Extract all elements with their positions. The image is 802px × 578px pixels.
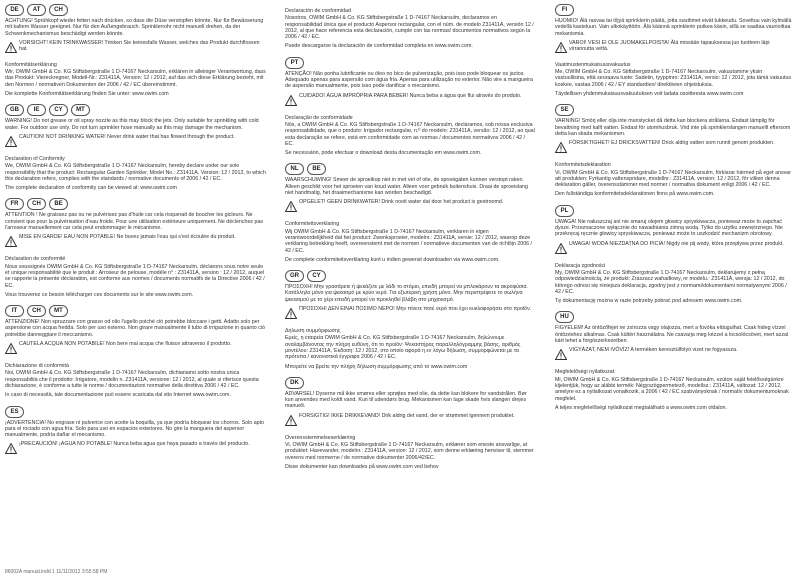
- warning-triangle-icon: [5, 134, 17, 152]
- language-section: [555, 311, 793, 411]
- caution-block: [5, 134, 269, 152]
- warning-text: ATTENTION ! Ne graissez pas ou ne pulvérisez pas d'huile car cela risquerait de boucher les gicleurs. Ne convient que pour la pulvérisation d'eau froide. Pour une utilisation extérieure uniquement. Ne déclenchez pas l'arroseur manuellement car cela peut endommager le mécanisme.: [5, 212, 264, 232]
- declaration-text: Vi, OWIM GmbH & Co. KG Stiftsbergstraße 1 D-74167 Neckarsulm, förklarar härmed på eget ansvar att produkten: Fyrkantig vattenspridare, modellnr.: Z31411A, version: 12 / 2012, för vilken denna deklaration gäller, överensstämmer med normer / normativa dokument enligt 2006 / 42 / EC.: [555, 169, 791, 189]
- declaration-footer: Vous trouverez ce besoin télécharger ces documents sur le site www.owim.com.: [5, 291, 194, 298]
- declaration-title: Δήλωση συμμόρφωσης: [285, 328, 341, 335]
- warning-triangle-icon: [285, 199, 297, 217]
- declaration-title: Konformitätserklärung: [5, 61, 57, 68]
- declaration-title: Konformitetsdeklaration: [555, 162, 611, 169]
- declaration-footer: De complete conformiteitsverklaring kunt u indien gewenst downloaden via www.owim.com.: [285, 256, 500, 263]
- declaration-text: Mi, OWIM GmbH & Co. KG Stiftsbergstraße 1 D-74167 Neckarsulm, ezúton saját felelősségünkre kijelentjük, hogy az alábbi termék: Négyszögpermetező, modellsz.: Z31411A, változat: 12 / 2012, amelyre ez a nyilatkozat vonatkozik, a 2006 / 42 / EC szabványoknak / normatív dokumentumoknak megfelel.: [555, 376, 789, 402]
- declaration-title: Dichiarazione di conformità: [5, 363, 69, 370]
- country-code-badge: MT: [71, 104, 90, 116]
- country-flags: [555, 205, 793, 217]
- warning-text: FIGYELEM! Az öntözőfejet ne zsírozza vagy olajozza, mert a fúvóka eldugulhat. Csak hideg vízzel öntözéshez alkalmas. Csak kültéri használatra. Ne csavarja meg kézzel a locsolócsövet, mert azzal kárt tehet a forgószerkezetben.: [555, 325, 789, 345]
- warning-triangle-icon: [555, 347, 567, 365]
- caution-block: [5, 40, 269, 58]
- declaration-title: Vaatimustenmukaisuusvakuutus: [555, 61, 631, 68]
- country-code-badge: DE: [5, 4, 24, 16]
- country-code-badge: GB: [5, 104, 24, 116]
- caution-block: [285, 413, 535, 431]
- country-code-badge: CH: [49, 4, 68, 16]
- warning-triangle-icon: [555, 140, 567, 158]
- language-section: [285, 377, 535, 470]
- warning-text: ¡ADVERTENCIA! No engrase ni pulverice con aceite la boquilla, ya que podría bloquear los chorros. Solo apto para el rociado con agua fría. Solo para uso en espacios exteriores. No gire la manguera del aspersor manualmente, podría dañar el mecanismo.: [5, 419, 265, 439]
- declaration-footer: A teljes megfelelőségi nyilatkozat megtalálható a www.owim.com oldalon.: [555, 404, 727, 411]
- country-flags: [5, 198, 269, 210]
- warning-text: VARNING! Smörj eller olja inte munstycket då detta kan blockera strålarna. Endast lämplig för bevattning med kallt vatten. Endast för utomhusbruk. Vrid inte på sprinklerslangen manuellt eftersom detta kan skada mekanismen.: [555, 118, 791, 137]
- caution-text: UWAGA! WODA NIEZDATNA DO PICIA! Nigdy nie pij wody, która przepływa przez produkt.: [569, 240, 784, 247]
- declaration-footer: In caso di necessità, tale documentazione può essere scaricata dal sito Internet www.owim.com.: [5, 392, 231, 399]
- warning-triangle-icon: [5, 341, 17, 359]
- declaration-footer: Puede descargarse la declaración de conformidad completa en www.owim.com.: [285, 43, 473, 50]
- country-code-badge: BE: [307, 163, 326, 175]
- country-code-badge: AT: [27, 4, 46, 16]
- caution-block: [285, 93, 535, 111]
- caution-text: VIGYÁZAT, NEM IVÓVÍZ! A terméken keresztülfolyó vizet ne fogyassza.: [569, 347, 738, 354]
- country-code-badge: DK: [285, 377, 304, 389]
- warning-triangle-icon: [285, 93, 297, 111]
- declaration-text: My, OWIM GmbH & Co. KG Stiftsbergstraße 1 D-74167 Neckarsulm, deklarujemy z pełną odpowiedzialnością, że produkt: Zraszacz wahadłowy, nr modelu.: Z31411A, wersja: 12 / 2012, do którego odnosi się niniejsza deklaracja, zgodny jest z normami/dokumentami normatywnymi 2006 / 42 / EC.: [555, 269, 787, 295]
- declaration-text: Vi, OWIM GmbH & Co. KG Stiftsbergstraße 1 D-74167 Neckarsulm, erklærer som eneste ansvarlige, at produktet: Havevander, modelnr.: Z31411A, version: 12 / 2012, som denne erklæring henviser til, stemmer overens med normerne / de normative dokumenter 2006/42/EC.: [285, 441, 534, 461]
- language-section: [555, 205, 793, 305]
- caution-text: ¡PRECAUCIÓN! ¡AGUA NO POTABLE! Nunca beba agua que haya pasado a través del producto.: [19, 441, 250, 448]
- caution-block: [285, 306, 535, 324]
- declaration-text: Nós, a OWIM GmbH & Co. KG Stiftsbergstraße 1 D-74167 Neckarsulm, declaramos, sob nossa exclusiva responsabilidade, que o produto: Irrigador rectangular, n.º do modelo: Z31411A, versão: 12 / 2012, ao qual esta declaração se refere, está em conformidade com as normas / documentos normativos 2006 / 42 / EC.: [285, 121, 535, 147]
- country-flags: [285, 57, 535, 69]
- language-section: [5, 305, 269, 398]
- language-section: [555, 104, 793, 197]
- caution-block: [5, 441, 269, 459]
- caution-block: [555, 347, 793, 365]
- country-flags: [5, 305, 269, 317]
- country-code-badge: GR: [285, 270, 304, 282]
- declaration-text: Wij OWIM GmbH & Co. KG Stiftsbergstraße 1 D-74167 Neckarsulm, verklaren in eigen verantwoordelijkheid dat het product: Zwenksproeier, modelnr.: Z31411A, versie: 12 / 2012, waarop deze verklaring betrekking heeft, overeenstemt met de normen / normatieve documenten van de richtlijn 2006 / 42 / EC.: [285, 228, 533, 254]
- caution-text: OPGELET! GEEN DRINKWATER! Drink nooit water dat door het product is gestroomd.: [299, 199, 504, 206]
- declaration-title: Declaración de conformidad: [285, 8, 351, 14]
- country-flags: [555, 104, 793, 116]
- declaration-footer: Den fullständiga konformitetsdeklarationen finns på www.owim.com.: [555, 191, 715, 198]
- caution-block: [5, 234, 269, 252]
- country-flags: [5, 104, 269, 116]
- caution-block: [555, 140, 793, 158]
- column-1: [5, 4, 269, 466]
- declaration-footer: The complete declaration of conformity can be viewed at: www.owim.com: [5, 185, 177, 192]
- caution-text: FORSIGTIG! IKKE DRIKKEVAND! Drik aldrig det vand, der er strømmet igennem produktet.: [299, 412, 515, 419]
- language-section: [285, 8, 535, 50]
- declaration-footer: Se necessário, pode efectuar o download desta documentação em www.owim.com.: [285, 150, 482, 157]
- declaration-text: Me, OWIM GmbH & Co. KG Stiftsbergstraße 1 D-74167 Neckarsulm, vakuutamme yksin vastuullisina, että seuraava tuote: Sadetin, tyyppinro: Z31411A, versio: 12 / 2012, jota tämä vakuutus koskee, vastaa 2006 / 42 / EY standardien/ direktiivien ohjeistuksia.: [555, 69, 792, 88]
- country-code-badge: FR: [5, 198, 24, 210]
- warning-triangle-icon: [555, 241, 567, 259]
- country-code-badge: SE: [555, 104, 574, 116]
- country-code-badge: PL: [555, 205, 574, 217]
- warning-text: HUOMIO! Älä rasvaa tai öljyä sprinklerin päätä, jotta suuttimet eivät tukkeudu. Soveltuu vain kylmällä vedellä kasteluun. Vain ulkokäyttöön. Älä käännä sprinklerin putkea käsin, sillä se saattaa vaurioittaa mekanismia.: [555, 18, 792, 37]
- warning-triangle-icon: [5, 234, 17, 252]
- country-code-badge: BE: [49, 198, 68, 210]
- declaration-title: Overensstemmelseserklæring: [285, 434, 356, 441]
- country-code-badge: CH: [27, 198, 46, 210]
- caution-block: [555, 241, 793, 259]
- country-code-badge: FI: [555, 4, 574, 16]
- warning-text: ATENÇÃO! Não ponha lubrificante ou óleo no bico de pulverização, pois isso pode bloquear os jactos. Adequado apenas para aspersão com água fria. Apenas para utilização no exterior. Não vire a mangueira de aspersão manualmente, pois isso pode danificar o mecanismo.: [285, 70, 533, 90]
- declaration-title: Conformiteitsverklaring: [285, 221, 340, 228]
- country-flags: [285, 270, 535, 282]
- warning-text: UWAGA! Nie nałuszczaj ani nie smaruj olejem głowicy spryskiwacza, ponieważ może to zapchać dysze. Przeznaczone wyłącznie do nawadniania zimną wodą. Tylko do użytku zewnętrznego. Nie przekręcaj ręcznie głowicy spryskiwacza, ponieważ może to uszkodzić mechanizm obrotowy.: [555, 218, 783, 238]
- country-code-badge: ES: [5, 406, 24, 418]
- warning-triangle-icon: [5, 40, 17, 58]
- warning-triangle-icon: [555, 40, 567, 58]
- country-code-badge: NL: [285, 163, 304, 175]
- caution-block: [555, 40, 793, 58]
- country-code-badge: CY: [49, 104, 68, 116]
- declaration-title: Déclaration de conformité: [5, 256, 66, 263]
- language-section: [5, 104, 269, 191]
- country-flags: [5, 406, 269, 418]
- declaration-text: We, OWIM GmbH & Co. KG Stiftsbergstraße 1 D-74167 Neckarsulm, hereby declare under our sole responsibility that the product: Rectangular Garden Sprinkler, Model No.: Z31411A, Version: 12 / 2012, to which this declaration refers, complies with the standards / normative documents of 2006 / 42 / EC.: [5, 163, 266, 182]
- declaration-text: Nous soussignés OWIM GmbH & Co. KG Stiftsbergstraße 1 D-74167 Neckarsulm, déclarons sous notre seule et unique responsabilité que le produit : Arroseur de pelouse, modèle n° : Z31411A, version : 12 / 2012, auquel se rapporte la présente déclaration, est conforme aux normes / documents normatifs de la Directive 2006 / 42 / EC.: [5, 263, 265, 289]
- warning-text: ΠΡΟΣΟΧΗ! Μην γρασάρετε ή ψεκάζετε με λάδι το στόμιο, επειδή μπορεί να μπλοκάρουν τα ακροφύσια. Κατάλληλο μόνο για ψεκασμό με κρύο νερό. Για εξωτερική χρήση μόνο. Μην περιστρέφετε το σωλήνα ψεκασμού με το χέρι επειδή μπορεί να προκληθεί βλάβη στο μηχανισμό.: [285, 284, 528, 303]
- warning-text: WAARSCHUWING! Smeer de sproeikop niet in met vet of olie, de sproeigaten kunnen verstopt raken. Alleen geschikt voor het sproeien van koud water. Alleen voor gebruik buitenshuis. Draai de sproeislang niet handmatig, het draaimechanisme kan worden beschadigd.: [285, 177, 528, 197]
- language-section: [285, 163, 535, 263]
- language-section: [5, 198, 269, 298]
- declaration-title: Deklaracja zgodności: [555, 262, 606, 269]
- declaration-text: Wir, OWIM GmbH & Co. KG Stiftsbergstraße 1 D-74167 Neckarsulm, erklären in alleiniger Verantwortung, dass das Produkt: Viereckregner, Modell-Nr.: Z31411A, Version: 12 / 2012, auf das sich diese Erklärung bezieht, mit den Normen / normativen Dokumenten der 2006 / 42 / EC übereinstimmt.: [5, 69, 266, 88]
- declaration-title: Declaração de conformidade: [285, 114, 353, 121]
- declaration-footer: Μπορείτε να βρείτε την πλήρη δήλωση συμμόρφωσης από το www.owim.com: [285, 363, 468, 370]
- warning-text: ACHTUNG! Sprühkopf wieder fetten nach drücken, so dass die Düse verstopfen könnte. Nur für Bewässerung mit kaltem Wasser geeignet. Nur für den Außengebrauch. Sprinklerrohr nicht manuell drehen, da der Schwenkmechanismus beschädigt werden könnte.: [5, 18, 264, 37]
- declaration-text: Noi, OWIM GmbH & Co. KG Stiftsbergstraße 1 D-74167 Neckarsulm, dichiariamo sotto nostra unica responsabilità che il prodotto: Irrigatore, modello n. Z31411A, versione: 12 / 2012, al quale si riferisce questa dichiarazione, è conforme a tutte le norme / documentazioni normative della direttiva 2006 / 42 / EC.: [5, 370, 259, 389]
- country-code-badge: PT: [285, 57, 304, 69]
- declaration-title: Declaration of Conformity: [5, 155, 65, 162]
- country-flags: [555, 311, 793, 323]
- caution-text: CAUTELA ACQUA NON POTABILE! Non bere mai acqua che fluisce attraverso il prodotto.: [19, 341, 232, 348]
- country-code-badge: MT: [49, 305, 68, 317]
- warning-text: ADVARSEL! Dyserne må ikke smøres eller sprøjtes med olie, da dette kan blokere for vandstrålen. Bør kun anvendes med koldt vand. Kun til udendørs brug. Mekanismen kan tage skade hvis slangen drejes manuelt.: [285, 390, 527, 410]
- language-section: [285, 270, 535, 370]
- country-code-badge: CY: [307, 270, 326, 282]
- country-flags: [285, 163, 535, 175]
- warning-triangle-icon: [285, 413, 297, 431]
- language-section: [5, 4, 269, 97]
- caution-text: MISE EN GARDE! EAU NON POTABLE! Ne buvez jamais l'eau qui s'est écoulée du produit.: [19, 234, 236, 241]
- column-2: [285, 4, 535, 477]
- country-code-badge: CH: [27, 305, 46, 317]
- country-code-badge: IT: [5, 305, 24, 317]
- column-3: [555, 4, 793, 418]
- warning-text: WARNING! Do not grease or oil spray nozzle as this may block the jets. Only suitable for sprinkling with cold water. For outdoor use only. Do not turn sprinkler hose manually as this may damage the mechanism.: [5, 118, 259, 131]
- warning-text: ATTENZIONE! Non spruzzare con grasso od olio l'ugello poiché ciò potrebbe bloccare i getti. Adatto solo per aspersione con acqua fredda. Solo per uso esterno. Non girare manualmente il tubo di irrigazione in quanto ciò potrebbe danneggiare il meccanismo.: [5, 319, 266, 338]
- caution-text: CUIDADO! ÁGUA IMPRÓPRIA PARA BEBER! Nunca beba a água que flui através do produto.: [299, 92, 522, 99]
- caution-text: VAROI! VESI EI OLE JUOMAKELPOISTA! Älä missään tapauksessa juo tuotteen läpi virrannutta vettä.: [569, 39, 770, 53]
- caution-text: CAUTION! NOT DRINKING WATER! Never drink water that has flowed through the product.: [19, 133, 235, 140]
- country-code-badge: HU: [555, 311, 574, 323]
- language-section: [5, 406, 269, 460]
- country-flags: [285, 377, 535, 389]
- caution-text: ΠΡΟΣΟΧΗ! ΔΕΝ ΕΙΝΑΙ ΠΟΣΙΜΟ ΝΕΡΟ! Μην πίνετε ποτέ νερό που έχει κυκλοφορήσει στο προϊόν.: [299, 306, 532, 313]
- caution-block: [5, 341, 269, 359]
- declaration-footer: Tę dokumentację można w razie potrzeby pobrać pod adresem www.owim.com.: [555, 298, 743, 305]
- caution-text: VORSICHT! KEIN TRINKWASSER! Trinken Sie keinesfalls Wasser, welches das Produkt durchflossen hat.: [19, 39, 260, 53]
- country-flags: [555, 4, 793, 16]
- declaration-text: Nosotros, OWIM GmbH & Co. KG Stiftsbergstraße 1 D-74167 Neckarsulm, declaramos en responsabilidad única que el producto Aspersor rectangular, con el núm. de modelo Z31411A, versión 12 / 2012, al que hace referencia esta declaración, cumple con las normas/ documentos normativos según la 2006 / 42 / EC.: [285, 15, 534, 41]
- caution-block: [285, 199, 535, 217]
- warning-triangle-icon: [5, 441, 17, 459]
- country-flags: [5, 4, 269, 16]
- declaration-title: Megfelelőségi nyilatkozat: [555, 369, 615, 376]
- country-code-badge: IE: [27, 104, 46, 116]
- warning-triangle-icon: [285, 306, 297, 324]
- language-section: [555, 4, 793, 97]
- language-section: [285, 57, 535, 157]
- declaration-footer: Disse dokumenter kan downloades på www.owim.com ved behov: [285, 463, 439, 470]
- declaration-text: Εμείς, η εταιρεία OWIM GmbH & Co. KG Stiftsbergstraße 1 D-74167 Neckarsulm, δηλώνουμε αναλαμβάνοντας την πλήρη ευθύνη, ότι το προϊόν: Ψεκαστήρας παραλληλόγραμμης βάσης, αριθμός μοντέλου: Z31411A, Έκδοση: 12 / 2012, στο οποίο αφορά η εν λόγω δήλωση, συμμορφώνεται με τα πρότυπα / κανονιστικά έγγραφα 2006 / 42 / EC.: [285, 335, 521, 361]
- caution-text: FÖRSIKTIGHET! EJ DRICKSVATTEN! Drick aldrig vatten som runnit genom produkten.: [569, 140, 775, 147]
- declaration-footer: Die komplette Konformitätserklärung finden Sie unter: www.owim.com: [5, 91, 169, 98]
- declaration-footer: Täydellisen yhdenmukaisuusvakuutuksen voit ladata osoitteesta www.owim.com: [555, 91, 744, 98]
- print-footer: 86002A manual.indd 1 11/11/2012 3:55:58 PM: [5, 569, 108, 575]
